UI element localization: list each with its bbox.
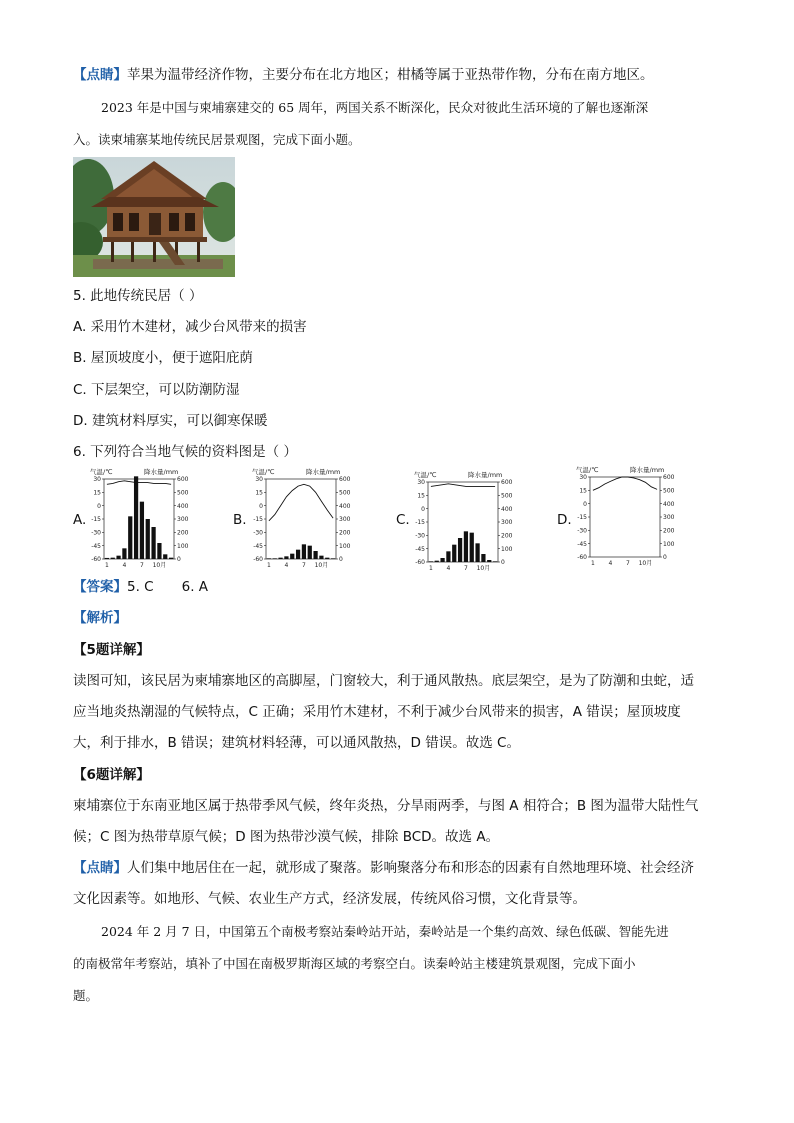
temp-tick-label: 30 — [255, 476, 263, 484]
month-tick-label: 1 — [105, 562, 109, 569]
temp-tick-label: 15 — [93, 489, 101, 497]
q5-option-b: B. 屋顶坡度小，便于遮阳庇荫 — [73, 350, 253, 366]
month-tick-label: 10月 — [638, 560, 653, 567]
precip-bar — [105, 558, 109, 559]
precip-axis-title: 降水量/mm — [144, 468, 179, 476]
answer-6: 6. A — [181, 579, 209, 595]
analysis-tag: 【解析】 — [73, 610, 127, 626]
temp-axis-title: 气温/℃ — [576, 466, 599, 474]
dianjing-text: 苹果为温带经济作物，主要分布在北方地区；柑橘等属于亚热带作物，分布在南方地区。 — [127, 67, 654, 83]
temperature-line — [593, 477, 657, 490]
precip-bar — [111, 558, 115, 559]
precip-bar — [146, 519, 150, 559]
d6-line1: 柬埔寨位于东南亚地区属于热带季风气候，终年炎热，分旱雨两季，与图 A 相符合；B 图为温带大陆性气 — [73, 798, 699, 814]
precip-bar — [493, 561, 497, 562]
precip-bar — [458, 538, 462, 562]
answer-tag: 【答案】 — [73, 579, 127, 595]
precip-tick-label: 100 — [501, 545, 513, 553]
month-tick-label: 1 — [591, 560, 595, 567]
dianjing-2 — [73, 859, 694, 877]
precip-tick-label: 500 — [663, 487, 675, 495]
precip-tick-label: 100 — [339, 542, 351, 550]
precip-tick-label: 400 — [339, 502, 351, 510]
temp-tick-label: 15 — [417, 492, 425, 500]
dianjing-tag: 【点睛】 — [73, 67, 127, 83]
climate-chart-d — [574, 463, 684, 568]
temp-tick-label: 30 — [579, 474, 587, 482]
month-tick-label: 10月 — [314, 562, 329, 569]
month-tick-label: 7 — [140, 562, 144, 569]
precip-bar — [122, 548, 126, 559]
precip-tick-label: 400 — [501, 505, 513, 513]
dianjing-1 — [73, 66, 654, 84]
temp-axis-title: 气温/℃ — [252, 468, 275, 476]
dianjing-2-line2: 文化因素等。如地形、气候、农业生产方式，经济发展，传统风俗习惯，文化背景等。 — [73, 891, 586, 907]
plot-frame — [266, 479, 336, 559]
d5-tag: 【5题详解】 — [73, 642, 150, 658]
precip-axis-title: 降水量/mm — [468, 471, 503, 479]
precip-tick-label: 300 — [177, 516, 189, 524]
precip-tick-label: 200 — [501, 532, 513, 540]
precip-tick-label: 300 — [663, 514, 675, 522]
precip-bar — [267, 558, 271, 559]
precip-bar — [440, 558, 444, 562]
precip-tick-label: 400 — [177, 502, 189, 510]
precip-bar — [487, 560, 491, 562]
precip-bar — [470, 533, 474, 562]
intro2-line3: 题。 — [73, 988, 99, 1003]
precip-bar — [140, 502, 144, 559]
temp-tick-label: -45 — [253, 542, 263, 550]
temp-tick-label: 0 — [421, 505, 425, 513]
q6-label-b: B. — [233, 512, 247, 528]
precip-bar — [169, 558, 173, 559]
temp-tick-label: -30 — [253, 529, 263, 537]
precip-tick-label: 500 — [339, 489, 351, 497]
q6-label-d: D. — [557, 512, 572, 528]
precip-tick-label: 600 — [663, 474, 675, 482]
d5-line1: 读图可知，该民居为柬埔寨地区的高脚屋，门窗较大，利于通风散热。底层架空，是为了防潮和虫蛇，适 — [73, 673, 694, 689]
precip-tick-label: 0 — [177, 556, 181, 564]
d5-line3: 大，利于排水，B 错误；建筑材料轻薄，可以通风散热，D 错误。故选 C。 — [73, 735, 520, 751]
precip-axis-title: 降水量/mm — [306, 468, 341, 476]
precip-tick-label: 500 — [177, 489, 189, 497]
d6-tag: 【6题详解】 — [73, 767, 150, 783]
month-tick-label: 4 — [446, 565, 451, 572]
precip-tick-label: 0 — [663, 554, 667, 562]
precip-tick-label: 300 — [501, 519, 513, 527]
intro1-line2: 入。读柬埔寨某地传统民居景观图，完成下面小题。 — [73, 132, 361, 147]
temperature-line — [269, 484, 333, 521]
stilt-house-photo — [73, 157, 235, 277]
dianjing-2-tag: 【点睛】 — [73, 860, 127, 876]
q5-stem: 5. 此地传统民居（ ） — [73, 288, 203, 304]
temp-tick-label: -60 — [577, 554, 587, 562]
d6-line2: 候；C 图为热带草原气候；D 图为热带沙漠气候，排除 BCD。故选 A。 — [73, 829, 500, 845]
temperature-line — [107, 481, 171, 485]
month-tick-label: 7 — [302, 562, 306, 569]
precip-bar — [446, 551, 450, 562]
precip-tick-label: 0 — [339, 556, 343, 564]
precip-bar — [475, 543, 479, 562]
answer-5: 5. C — [127, 579, 154, 595]
temp-tick-label: -30 — [91, 529, 101, 537]
month-tick-label: 4 — [284, 562, 289, 569]
precip-tick-label: 100 — [177, 542, 189, 550]
climate-chart-c — [412, 468, 522, 573]
q5-option-a: A. 采用竹木建材，减少台风带来的损害 — [73, 319, 307, 335]
temperature-line — [431, 484, 495, 487]
month-tick-label: 7 — [464, 565, 468, 572]
precip-tick-label: 100 — [663, 540, 675, 548]
q5-option-d: D. 建筑材料厚实，可以御寒保暖 — [73, 413, 268, 429]
temp-tick-label: 0 — [583, 500, 587, 508]
month-tick-label: 4 — [608, 560, 613, 567]
precip-bar — [116, 556, 120, 559]
precip-tick-label: 600 — [339, 476, 351, 484]
precip-bar — [296, 550, 300, 559]
q5-option-c: C. 下层架空，可以防潮防湿 — [73, 382, 240, 398]
precip-bar — [128, 516, 132, 559]
precip-tick-label: 400 — [663, 500, 675, 508]
precip-bar — [284, 556, 288, 559]
temp-tick-label: -45 — [577, 540, 587, 548]
temp-tick-label: 30 — [417, 479, 425, 487]
temp-axis-title: 气温/℃ — [90, 468, 113, 476]
climate-chart-b — [250, 465, 360, 570]
intro2-line2: 的南极常年考察站，填补了中国在南极罗斯海区域的考察空白。读秦岭站主楼建筑景观图，完成下面小 — [73, 956, 636, 971]
temp-tick-label: -60 — [91, 556, 101, 564]
temp-tick-label: -15 — [577, 514, 587, 522]
precip-tick-label: 200 — [177, 529, 189, 537]
month-tick-label: 1 — [429, 565, 433, 572]
month-tick-label: 7 — [626, 560, 630, 567]
temp-tick-label: 30 — [93, 476, 101, 484]
temp-tick-label: -60 — [415, 559, 425, 567]
temp-tick-label: -15 — [415, 519, 425, 527]
temp-axis-title: 气温/℃ — [414, 471, 437, 479]
q6-stem: 6. 下列符合当地气候的资料图是（ ） — [73, 444, 297, 460]
month-tick-label: 4 — [122, 562, 127, 569]
precip-bar — [273, 558, 277, 559]
precip-bar — [134, 476, 138, 559]
precip-bar — [313, 551, 317, 559]
answer-line — [73, 578, 208, 596]
intro1-line1: 2023 年是中国与柬埔寨建交的 65 周年，两国关系不断深化，民众对彼此生活环境的了解也逐渐深 — [101, 100, 649, 115]
precip-bar — [151, 527, 155, 559]
precip-tick-label: 200 — [663, 527, 675, 535]
precip-axis-title: 降水量/mm — [630, 466, 665, 474]
precip-tick-label: 600 — [501, 479, 513, 487]
precip-bar — [319, 556, 323, 559]
precip-bar — [302, 544, 306, 559]
temp-tick-label: -45 — [91, 542, 101, 550]
precip-tick-label: 200 — [339, 529, 351, 537]
intro2-line1: 2024 年 2 月 7 日，中国第五个南极考察站秦岭站开站，秦岭站是一个集约高效、绿色低碳、智能先进 — [101, 924, 669, 939]
precip-bar — [278, 558, 282, 559]
plot-frame — [104, 479, 174, 559]
month-tick-label: 1 — [267, 562, 271, 569]
precip-bar — [157, 543, 161, 559]
temp-tick-label: -30 — [415, 532, 425, 540]
precip-bar — [464, 531, 468, 562]
temp-tick-label: 15 — [579, 487, 587, 495]
plot-frame — [428, 482, 498, 562]
plot-frame — [590, 477, 660, 557]
precip-bar — [331, 558, 335, 559]
temp-tick-label: 15 — [255, 489, 263, 497]
d5-line2: 应当地炎热潮湿的气候特点，C 正确；采用竹木建材，不利于减少台风带来的损害，A 错误；屋顶坡度 — [73, 704, 681, 720]
temp-tick-label: -60 — [253, 556, 263, 564]
precip-tick-label: 500 — [501, 492, 513, 500]
precip-bar — [290, 554, 294, 559]
precip-tick-label: 600 — [177, 476, 189, 484]
q6-label-c: C. — [396, 512, 410, 528]
precip-bar — [325, 558, 329, 559]
precip-tick-label: 300 — [339, 516, 351, 524]
temp-tick-label: -45 — [415, 545, 425, 553]
precip-tick-label: 0 — [501, 559, 505, 567]
temp-tick-label: -15 — [91, 516, 101, 524]
precip-bar — [435, 561, 439, 562]
temp-tick-label: 0 — [259, 502, 263, 510]
month-tick-label: 10月 — [476, 565, 491, 572]
precip-bar — [481, 554, 485, 562]
q6-label-a: A. — [73, 512, 87, 528]
precip-bar — [429, 561, 433, 562]
dianjing-2-line1: 人们集中地居住在一起，就形成了聚落。影响聚落分布和形态的因素有自然地理环境、社会经济 — [127, 860, 694, 876]
month-tick-label: 10月 — [152, 562, 167, 569]
temp-tick-label: 0 — [97, 502, 101, 510]
precip-bar — [163, 554, 167, 559]
precip-bar — [308, 546, 312, 559]
temp-tick-label: -30 — [577, 527, 587, 535]
temp-tick-label: -15 — [253, 516, 263, 524]
climate-chart-a — [88, 465, 198, 570]
precip-bar — [452, 545, 456, 562]
